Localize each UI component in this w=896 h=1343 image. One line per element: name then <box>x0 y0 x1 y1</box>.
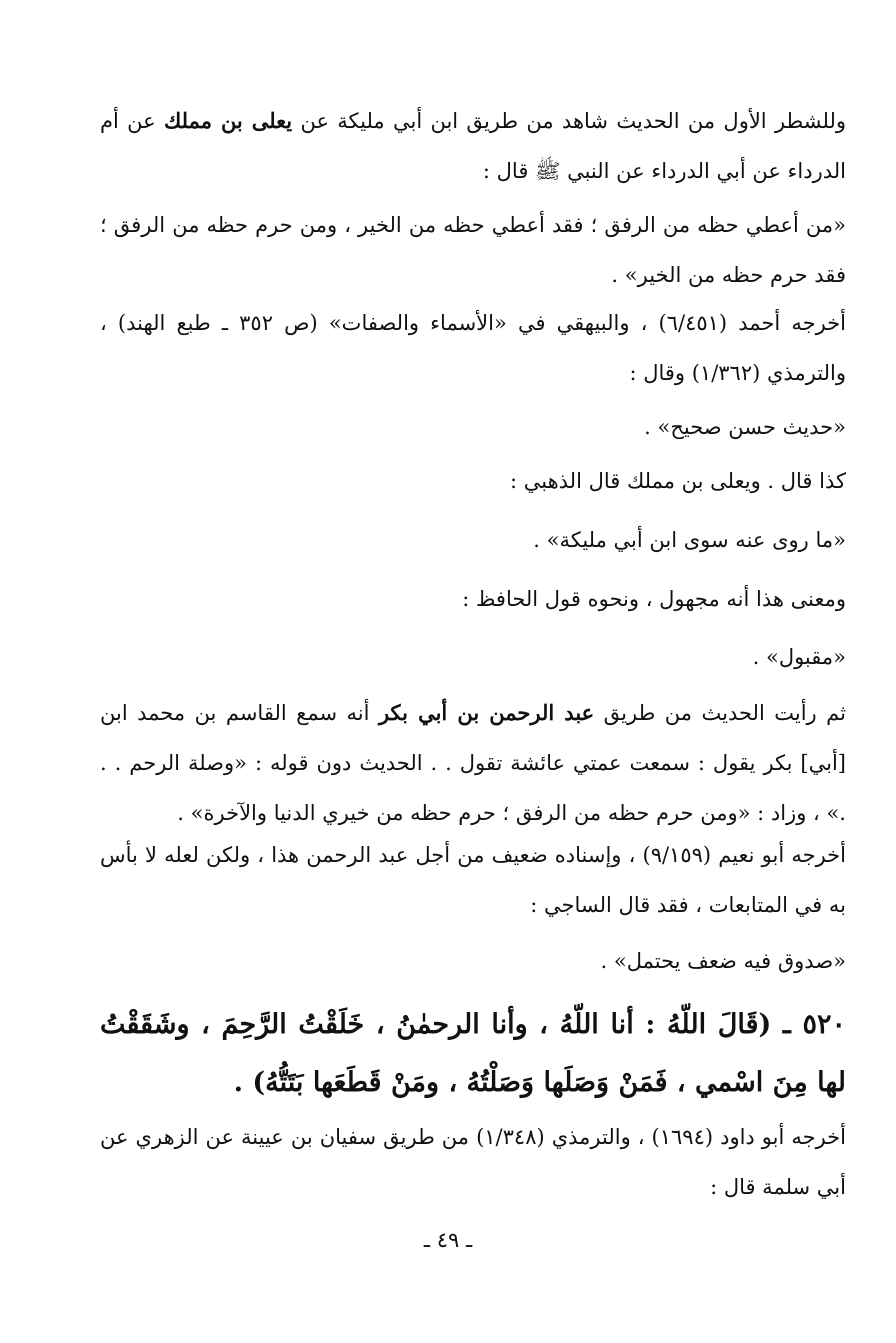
text-segment: عن أم الدرداء عن أبي الدرداء عن النبي ﷺ قال : <box>100 109 846 183</box>
text-segment: ثم رأيت الحديث من طريق <box>603 701 846 725</box>
text-segment: أنه سمع القاسم بن محمد ابن [أبي] بكر يقول : سمعت عمتي عائشة تقول . . الحديث دون قوله : «وصلة الرحم . . .» ، وزاد : «ومن حرم حظه من الرفق ؛ حرم حظه من خيري الدنيا والآخرة» . <box>100 701 846 825</box>
paragraph-dhahabi-quote: «ما روى عنه سوى ابن أبي مليكة» . <box>533 528 846 552</box>
narrator-name-bold: عبد الرحمن بن أبي بكر <box>378 700 595 725</box>
paragraph-dhahabi-intro: كذا قال . ويعلى بن مملك قال الذهبي : <box>509 469 846 493</box>
page-number: ـ ٤٩ ـ <box>423 1228 473 1252</box>
paragraph-witness-intro <box>100 96 846 196</box>
hadith-520-heading: ٥٢٠ ـ (قَالَ اللّهُ : أنا اللّهُ ، وأنا الرحمٰنُ ، خَلَقْتُ الرَّحِمَ ، وشَقَقْتُ لها مِنَ اسْمي ، فَمَنْ وَصَلَها وَصَلْتُهُ ، ومَنْ قَطَعَها بَتَتُّهُ) . <box>100 1009 846 1098</box>
narrator-name-bold: يعلى بن مملك <box>163 108 293 133</box>
text-segment: وللشطر الأول من الحديث شاهد من طريق ابن أبي مليكة عن <box>300 109 846 133</box>
paragraph-hafiz-intro: ومعنى هذا أنه مجهول ، ونحوه قول الحافظ : <box>462 587 846 611</box>
paragraph-abu-dawud: أخرجه أبو داود (١٦٩٤) ، والترمذي (١/٣٤٨) من طريق سفيان بن عيينة عن الزهري عن أبي سلمة قال : <box>100 1125 847 1199</box>
paragraph-hafiz-quote: «مقبول» . <box>752 645 846 669</box>
paragraph-abu-nuaym: أخرجه أبو نعيم (٩/١٥٩) ، وإسناده ضعيف من أجل عبد الرحمن هذا ، ولكن لعله لا بأس به في المتابعات ، فقد قال الساجي : <box>100 843 846 917</box>
paragraph-hadith-quote: «من أعطي حظه من الرفق ؛ فقد أعطي حظه من الخير ، ومن حرم حظه من الرفق ؛ فقد حرم حظه من الخير» . <box>100 213 846 287</box>
paragraph-takhrij-ahmad: أخرجه أحمد (٦/٤٥١) ، والبيهقي في «الأسماء والصفات» (ص ٣٥٢ ـ طبع الهند) ، والترمذي (١/٣٦٢) وقال : <box>100 311 846 385</box>
paragraph-tirmidhi-grade: «حديث حسن صحيح» . <box>644 415 846 439</box>
paragraph-saji-quote: «صدوق فيه ضعف يحتمل» . <box>600 949 846 973</box>
paragraph-another-chain <box>100 688 846 838</box>
